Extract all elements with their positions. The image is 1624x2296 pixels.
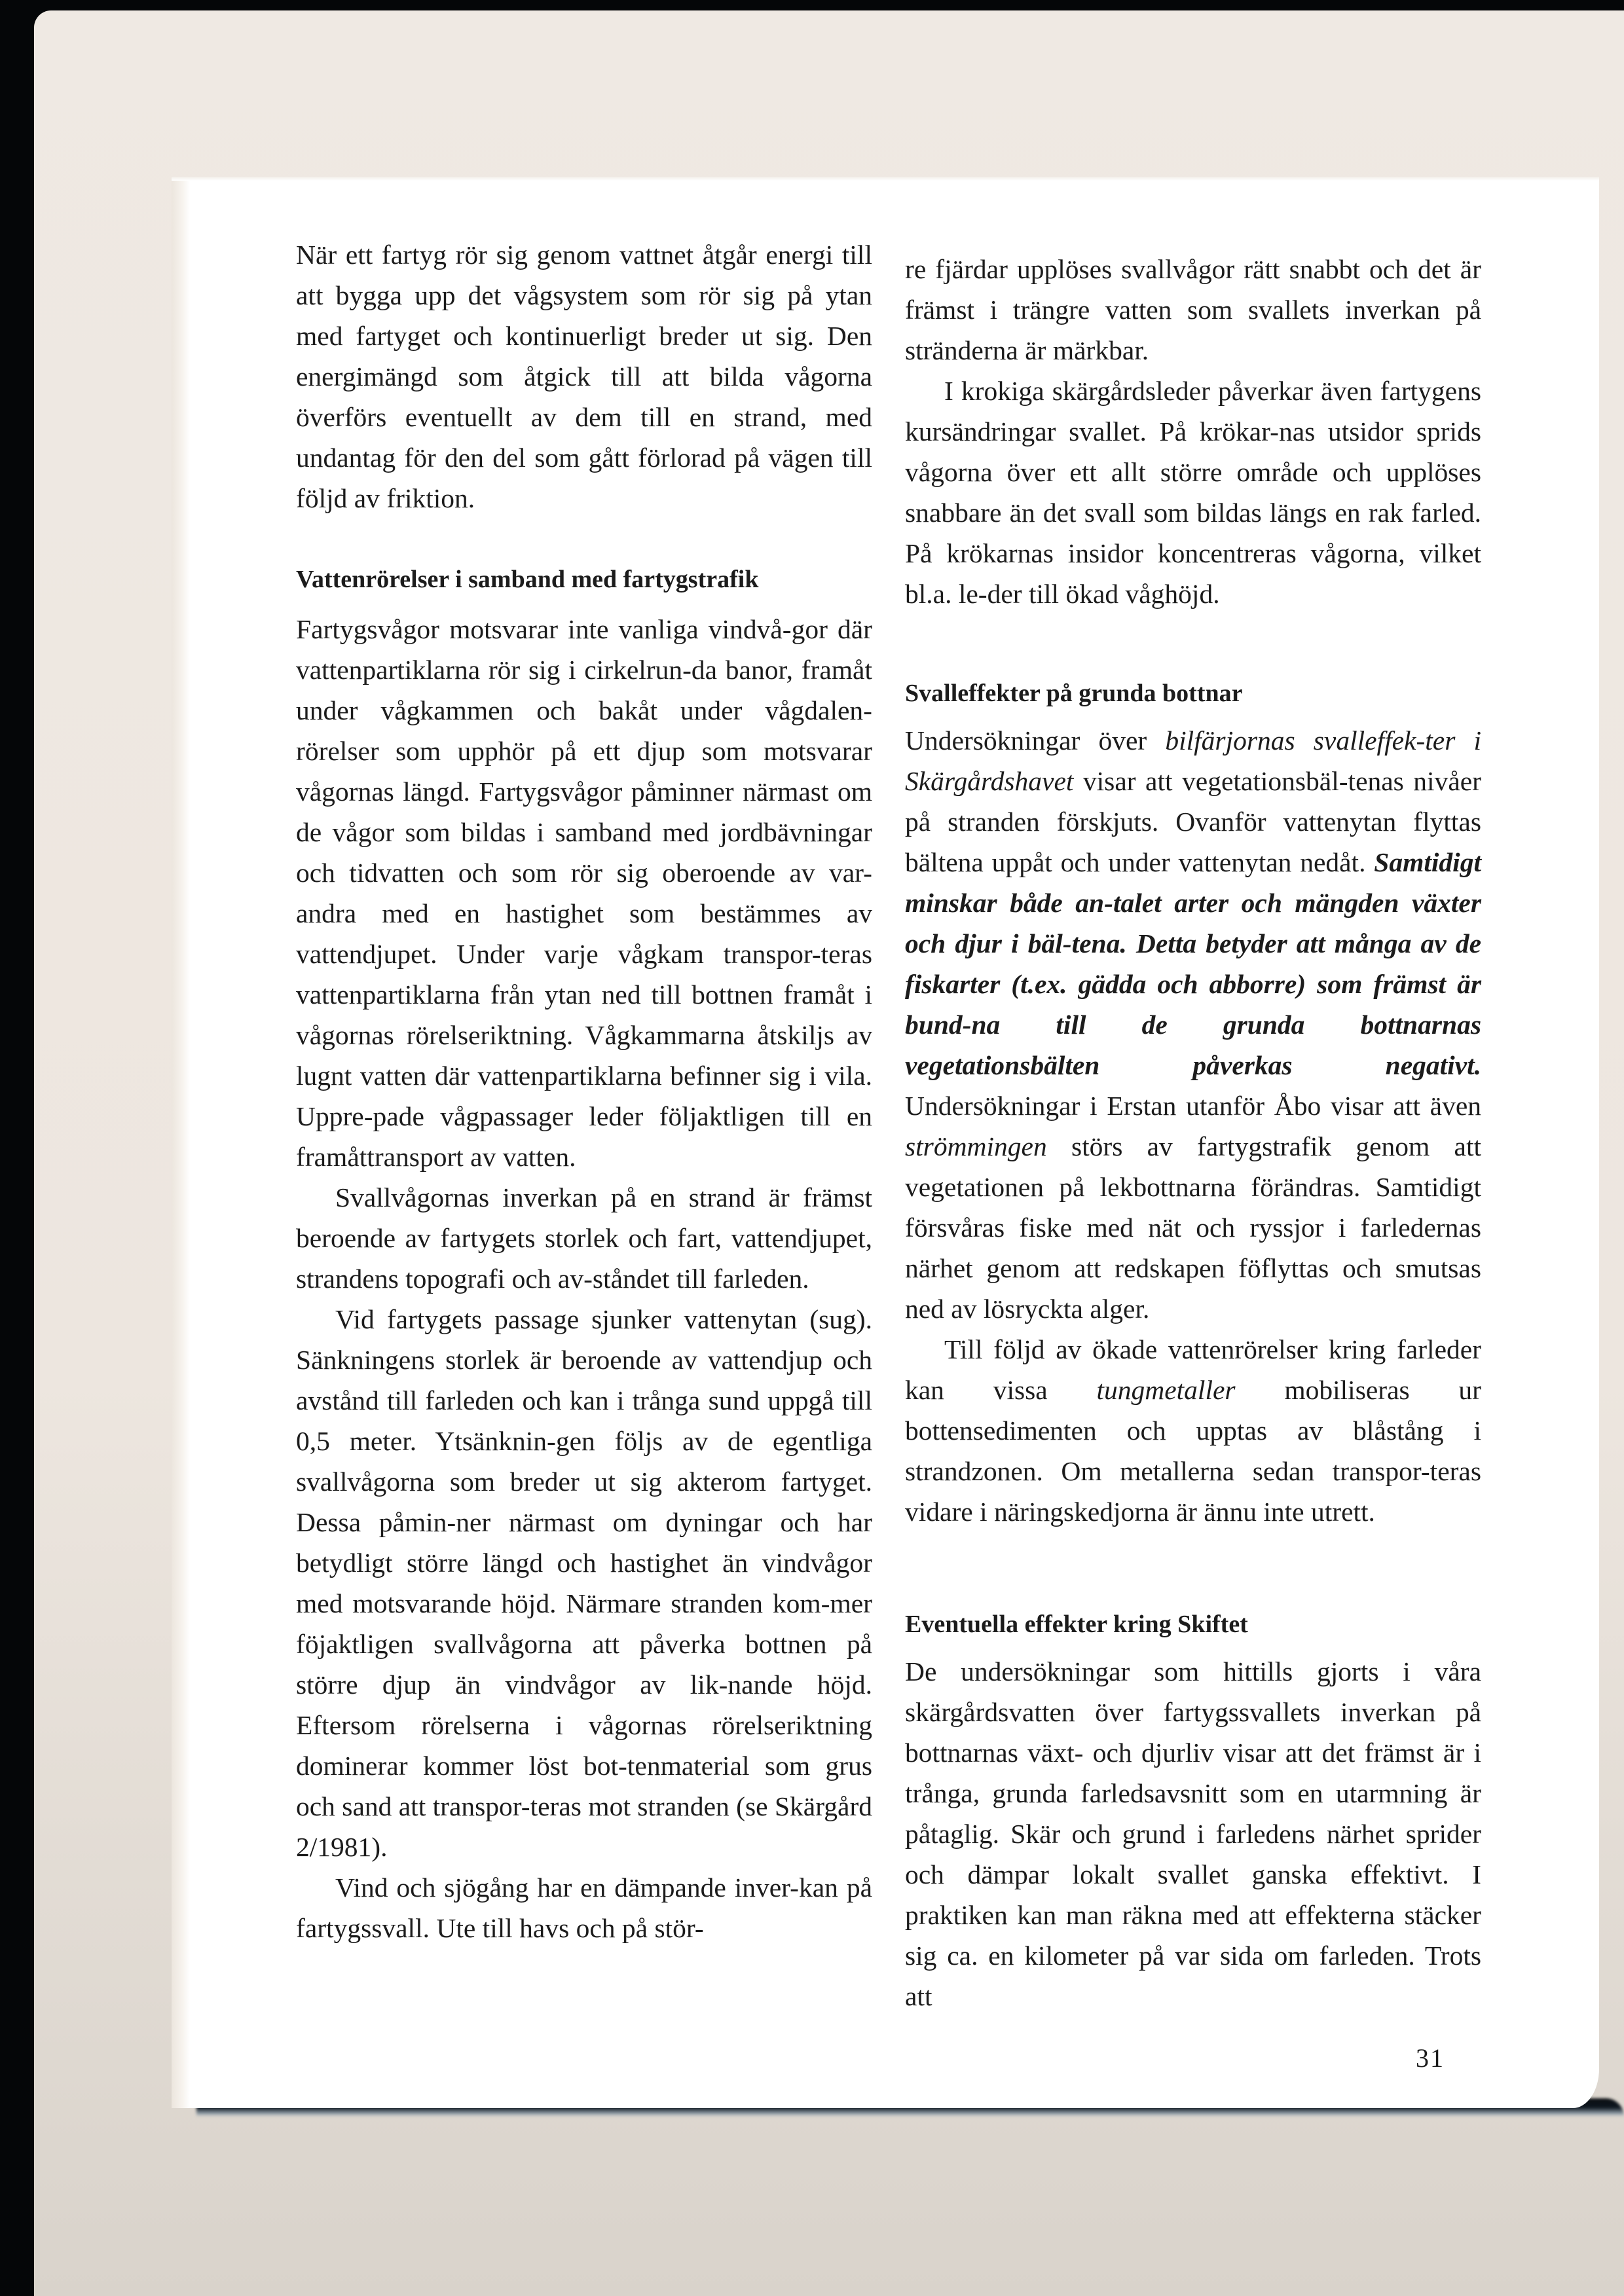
- italic-run: tungmetaller: [1096, 1375, 1236, 1405]
- text-run: störs av fartygstrafik genom att vegetationen på lekbottnarna förändras. Samtidigt försvåras fiske med nät och ryssjor i farledernas närhet genom att redskapen föflyttas och smutsas ned av lösryckta alger.: [905, 1131, 1481, 1324]
- bold-italic-emphasis: Samtidigt minskar både an-talet arter och mängden växter och djur i bäl-tena. Detta betyder att många av de fiskarter (t.ex. gädda och abborre) som främst är bund-na till de grunda bottnarnas vegetationsbälten påverkas negativt.: [905, 847, 1481, 1080]
- left-column: [296, 234, 872, 1948]
- right-column: [905, 249, 1481, 2016]
- text-run: Undersökningar över: [905, 725, 1166, 756]
- paragraph-svalleffekter: [905, 720, 1481, 1329]
- italic-run: strömmingen: [905, 1131, 1047, 1161]
- section-heading-svalleffekter: Svalleffekter på grunda bottnar: [905, 680, 1243, 707]
- text-run: visar att vegetationsbäl-tenas nivåer på stranden förskjuts. Ovanför vattenytan flyttas bältena uppåt och under vattenytan nedåt.: [905, 766, 1481, 877]
- intro-paragraph: När ett fartyg rör sig genom vattnet åtgår energi till att bygga upp det vågsystem som rör sig på ytan med fartyget och kontinuerligt breder ut sig. Den energimängd som åtgick till att bilda vågorna överförs eventuellt av dem till en strand, med undantag för den del som gått förlorad på vägen till följd av friktion.: [296, 240, 872, 513]
- section-heading-skiftet: Eventuella effekter kring Skiftet: [905, 1611, 1248, 1638]
- text-run: Till följd av ökade vattenrörelser kring farleder kan vissa: [905, 1334, 1481, 1405]
- page-binding-edge: [172, 177, 190, 2108]
- document-page: [172, 177, 1599, 2108]
- section-heading-vattenrorelser: Vattenrörelser i samband med fartygstrafik: [296, 566, 759, 593]
- paragraph: Vid fartygets passage sjunker vattenytan (sug). Sänkningens storlek är beroende av vattendjup och avstånd till farleden och kan i trånga sund uppgå till 0,5 meter. Ytsänknin-gen följs av de egentliga svallvågorna som breder ut sig akterom fartyget. Dessa påmin-ner närmast om dyningar och har betydligt större längd och hastighet än vindvågor med motsvarande höjd. Närmare stranden kom-mer föjaktligen svallvågorna att påverka bottnen på större djup än vindvågor av lik-nande höjd. Eftersom rörelserna i vågornas rörelseriktning dominerar kommer löst bot-tenmaterial som grus och sand att transpor-teras mot stranden (se Skärgård 2/1981).: [296, 1304, 873, 1862]
- paragraph: Fartygsvågor motsvarar inte vanliga vindvå-gor där vattenpartiklarna rör sig i cirkelrun-da banor, framåt under vågkammen och bakåt under vågdalen-rörelser som upphör på ett djup som motsvarar vågornas längd. Fartygsvågor påminner närmast om de vågor som bildas i samband med jordbävningar och tidvatten och som rör sig oberoende av var-andra med en hastighet som bestämmes av vattendjupet. Under varje vågkam transpor-teras vattenpartiklarna från ytan ned till bottnen framåt i vågornas rörelseriktning. Vågkammarna åtskiljs av lugnt vatten där vattenpartiklarna befinner sig i vila. Uppre-pade vågpassager leder följaktligen till en framåttransport av vatten.: [296, 614, 872, 1172]
- paragraph: re fjärdar upplöses svallvågor rätt snabbt och det är främst i trängre vatten som svallets inverkan på stränderna är märkbar.: [905, 254, 1481, 365]
- page-top-edge: [172, 177, 1599, 181]
- text-run: mobiliseras ur bottensedimenten och upptas av blåstång i strandzonen. Om metallerna sedan transpor-teras vidare i näringskedjorna är ännu inte utrett.: [905, 1375, 1482, 1527]
- text-run: Undersökningar i Erstan utanför Åbo visar att även: [905, 1091, 1481, 1121]
- page-number: 31: [1416, 2043, 1445, 2073]
- paragraph: Vind och sjögång har en dämpande inver-kan på fartygssvall. Ute till havs och på stör-: [296, 1872, 872, 1943]
- paragraph: Svallvågornas inverkan på en strand är främst beroende av fartygets storlek och fart, vattendjupet, strandens topografi och av-ståndet till farleden.: [296, 1182, 872, 1294]
- italic-run: bilfärjornas svalleffek-ter i Skärgårdshavet: [905, 725, 1481, 796]
- paragraph: De undersökningar som hittills gjorts i våra skärgårdsvatten över fartygssvallets inverkan på bottnarnas växt- och djurliv visar att det främst är i trånga, grunda farledsavsnitt som en utarmning är påtaglig. Skär och grund i farledens närhet sprider och dämpar lokalt svallet ganska effektivt. I praktiken kan man räkna med att effekterna stäcker sig ca. en kilometer på var sida om farleden. Trots att: [905, 1656, 1481, 2011]
- paragraph-tungmetaller: [905, 1329, 1481, 1532]
- paragraph: I krokiga skärgårdsleder påverkar även fartygens kursändringar svallet. På krökar-nas utsidor sprids vågorna över ett allt större område och upplöses snabbare än det svall som bildas längs en rak farled. På krökarnas insidor koncentreras vågorna, vilket bl.a. le-der till ökad våghöjd.: [905, 376, 1481, 609]
